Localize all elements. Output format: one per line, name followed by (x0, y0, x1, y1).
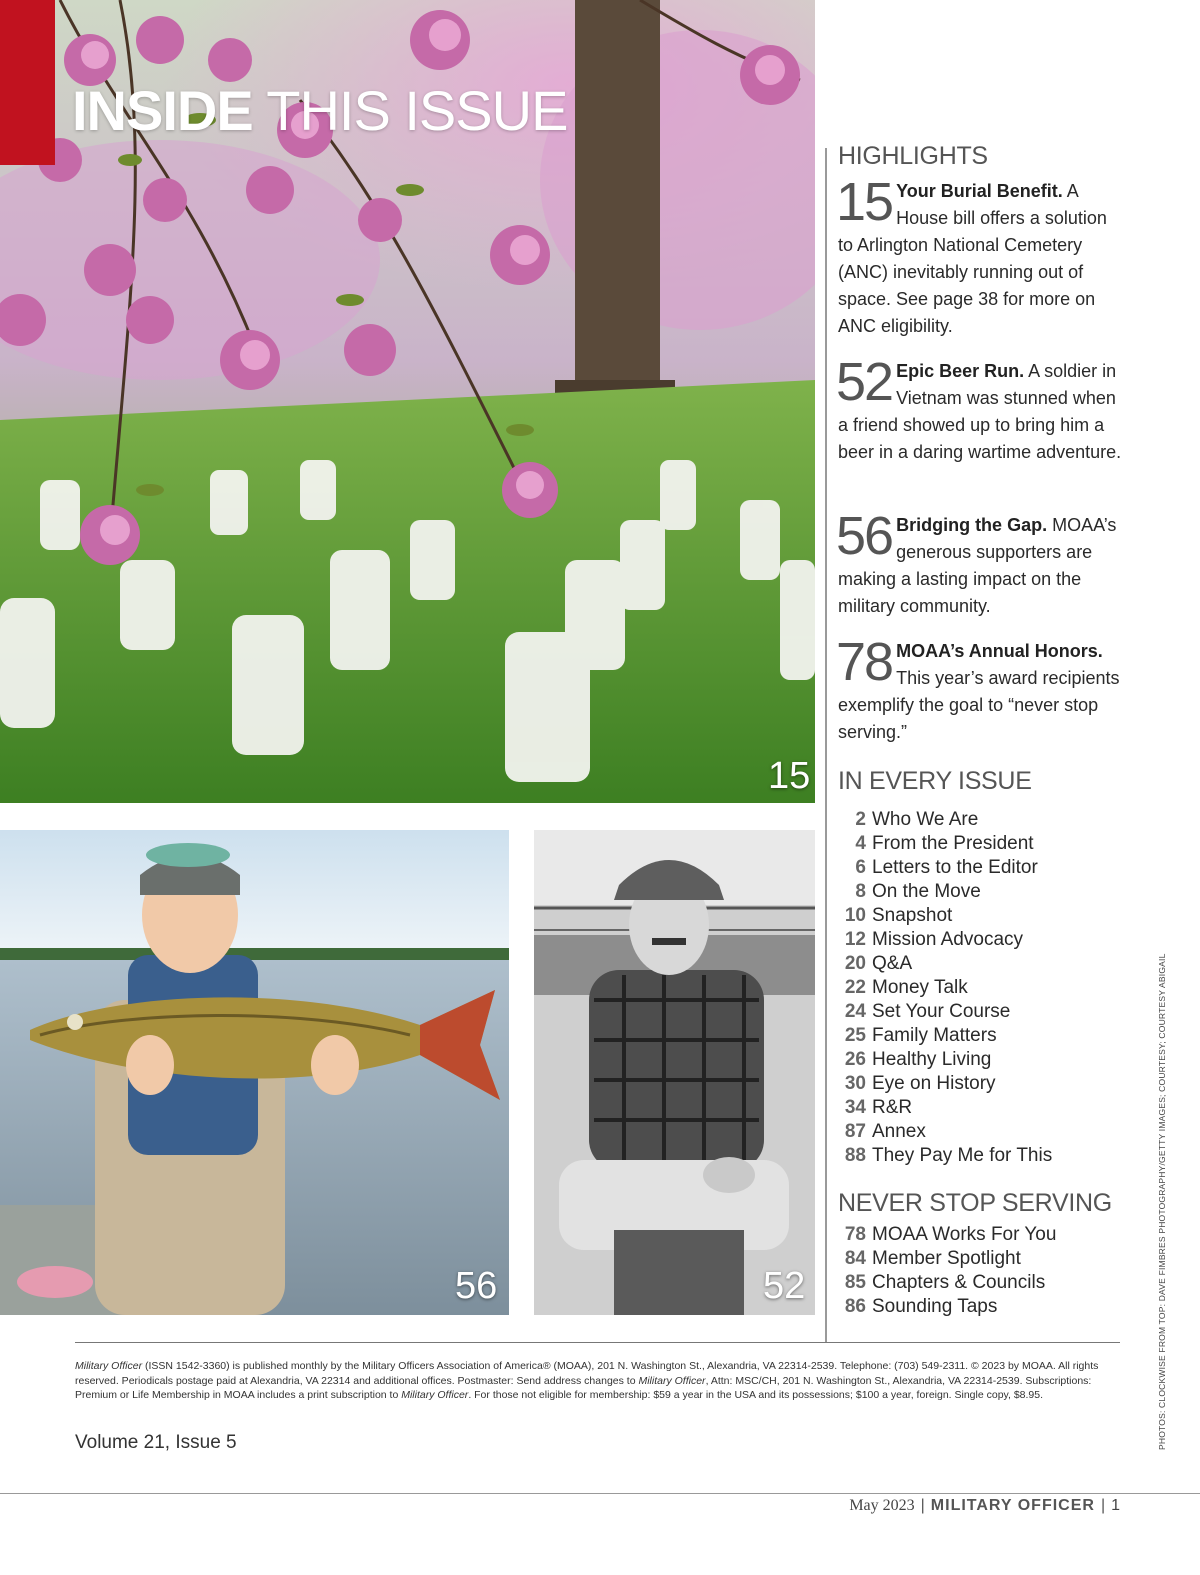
highlight-page-number: 78 (836, 632, 893, 692)
page-title: INSIDE THIS ISSUE (72, 79, 568, 142)
toc-label: Money Talk (872, 977, 968, 998)
toc-label: Healthy Living (872, 1049, 992, 1070)
toc-label: Sounding Taps (872, 1296, 998, 1317)
toc-page-number: 87 (844, 1121, 866, 1142)
toc-page-number: 12 (844, 929, 866, 950)
toc-page-number: 20 (844, 953, 866, 974)
toc-item[interactable] (838, 1000, 1052, 1024)
toc-item[interactable] (838, 808, 1052, 832)
toc-label: They Pay Me for This (872, 1145, 1053, 1166)
toc-item[interactable] (838, 928, 1052, 952)
toc-item[interactable] (838, 1096, 1052, 1120)
highlight-page-number: 56 (836, 506, 893, 566)
toc-item[interactable] (838, 1295, 1056, 1319)
issue-date: May 2023 (849, 1497, 915, 1514)
toc-item[interactable] (838, 976, 1052, 1000)
toc-page-number: 78 (844, 1224, 866, 1245)
highlight-text: This year’s award recipients exemplify the goal to “never stop serving.” (838, 668, 1120, 742)
toc-item[interactable] (838, 1024, 1052, 1048)
toc-label: Letters to the Editor (872, 857, 1038, 878)
highlight-text: A soldier in Vietnam was stunned when a friend showed up to bring him a beer in a daring wartime adventure. (838, 361, 1122, 462)
photo-credit: PHOTOS: CLOCKWISE FROM TOP: DAVE FIMBRES PHOTOGRAPHY/GETTY IMAGES; COURTESY; COURTESY ABIGAIL (1157, 953, 1167, 1450)
fish-photo-page-number: 56 (455, 1265, 498, 1307)
toc-page-number: 8 (855, 881, 866, 902)
highlight-item-52[interactable] (836, 352, 1123, 466)
highlight-lead: MOAA’s Annual Honors. (896, 641, 1103, 661)
toc-item[interactable] (838, 1072, 1052, 1096)
soldier-bw-image (534, 830, 815, 1315)
toc-label: MOAA Works For You (872, 1224, 1057, 1245)
toc-label: From the President (872, 833, 1034, 854)
highlight-item-78[interactable] (836, 632, 1123, 746)
toc-page-number: 4 (855, 833, 866, 854)
toc-item[interactable] (838, 1247, 1056, 1271)
every-issue-list (838, 808, 1052, 1168)
highlight-item-56[interactable] (836, 506, 1123, 620)
angler-fish-image (0, 830, 509, 1315)
toc-item[interactable] (838, 904, 1052, 928)
highlight-lead: Your Burial Benefit. (896, 181, 1063, 201)
toc-label: Q&A (872, 953, 913, 974)
toc-label: Eye on History (872, 1073, 996, 1094)
folio-divider (0, 1493, 1200, 1494)
toc-page-number: 30 (844, 1073, 866, 1094)
toc-page-number: 26 (844, 1049, 866, 1070)
magazine-name: MILITARY OFFICER (930, 1497, 1095, 1514)
footer-divider (75, 1342, 1120, 1343)
toc-page-number: 88 (844, 1145, 866, 1166)
toc-label: Chapters & Councils (872, 1272, 1046, 1293)
toc-item[interactable] (838, 1271, 1056, 1295)
toc-page-number: 85 (844, 1272, 866, 1293)
toc-item[interactable] (838, 1048, 1052, 1072)
toc-page-number: 10 (844, 905, 866, 926)
toc-page-number: 24 (844, 1001, 866, 1022)
red-corner-tab (0, 0, 55, 165)
toc-item[interactable] (838, 832, 1052, 856)
hero-photo-page-number: 15 (768, 755, 811, 797)
never-stop-serving-title: NEVER STOP SERVING (838, 1189, 1112, 1217)
soldier-photo (534, 830, 815, 1315)
volume-issue: Volume 21, Issue 5 (75, 1432, 237, 1453)
toc-page-number: 6 (855, 857, 866, 878)
fish-photo (0, 830, 509, 1315)
highlight-text: MOAA’s generous supporters are making a lasting impact on the military community. (838, 515, 1117, 616)
toc-item[interactable] (838, 952, 1052, 976)
page-folio: May 2023 | MILITARY OFFICER | 1 (849, 1497, 1120, 1514)
never-stop-serving-list (838, 1223, 1056, 1319)
soldier-photo-page-number: 52 (763, 1265, 806, 1307)
toc-label: Who We Are (872, 809, 979, 830)
highlight-text: A House bill offers a solution to Arlington National Cemetery (ANC) inevitably running out of space. See page 38 for more on ANC eligibility. (838, 181, 1107, 336)
highlight-page-number: 52 (836, 352, 893, 412)
toc-item[interactable] (838, 1120, 1052, 1144)
toc-label: R&R (872, 1097, 913, 1118)
toc-label: On the Move (872, 881, 981, 902)
page-number: 1 (1111, 1497, 1120, 1514)
toc-label: Set Your Course (872, 1001, 1011, 1022)
highlight-lead: Bridging the Gap. (896, 515, 1048, 535)
toc-page-number: 2 (855, 809, 866, 830)
toc-page-number: 84 (844, 1248, 866, 1269)
highlight-lead: Epic Beer Run. (896, 361, 1025, 381)
highlights-title: HIGHLIGHTS (838, 142, 988, 170)
publication-statement: Military Officer (ISSN 1542-3360) is published monthly by the Military Officers Association of America® (MOAA), 201 N. Washington St., Alexandria, VA 22314-2539. Telephone: (703) 549-2311. © 2023 by MOAA. All rights reserved. Periodicals postage paid at Alexandria, VA 22314 and additional offices. Postmaster: Send address changes to Military Officer, Attn: MSC/CH, 201 N. Washington St., Alexandria, VA 22314-2539. Subscriptions: Premium or Life Membership in MOAA includes a print subscription to Military Officer. For those not eligible for membership: $59 a year in the USA and its possessions; $100 a year, foreign. Single copy, $8.95. (75, 1360, 1099, 1401)
toc-label: Member Spotlight (872, 1248, 1021, 1269)
toc-label: Mission Advocacy (872, 929, 1024, 950)
column-divider (825, 148, 827, 1342)
hero-photo (0, 0, 815, 803)
toc-item[interactable] (838, 1144, 1052, 1168)
toc-label: Annex (872, 1121, 926, 1142)
toc-page-number: 22 (844, 977, 866, 998)
toc-page-number: 86 (844, 1296, 866, 1317)
toc-label: Family Matters (872, 1025, 997, 1046)
toc-label: Snapshot (872, 905, 953, 926)
toc-page-number: 25 (844, 1025, 866, 1046)
toc-item[interactable] (838, 1223, 1056, 1247)
highlight-item-15[interactable] (836, 172, 1123, 340)
highlight-page-number: 15 (836, 172, 893, 232)
toc-item[interactable] (838, 880, 1052, 904)
toc-item[interactable] (838, 856, 1052, 880)
toc-page-number: 34 (844, 1097, 866, 1118)
every-issue-title: IN EVERY ISSUE (838, 767, 1032, 795)
